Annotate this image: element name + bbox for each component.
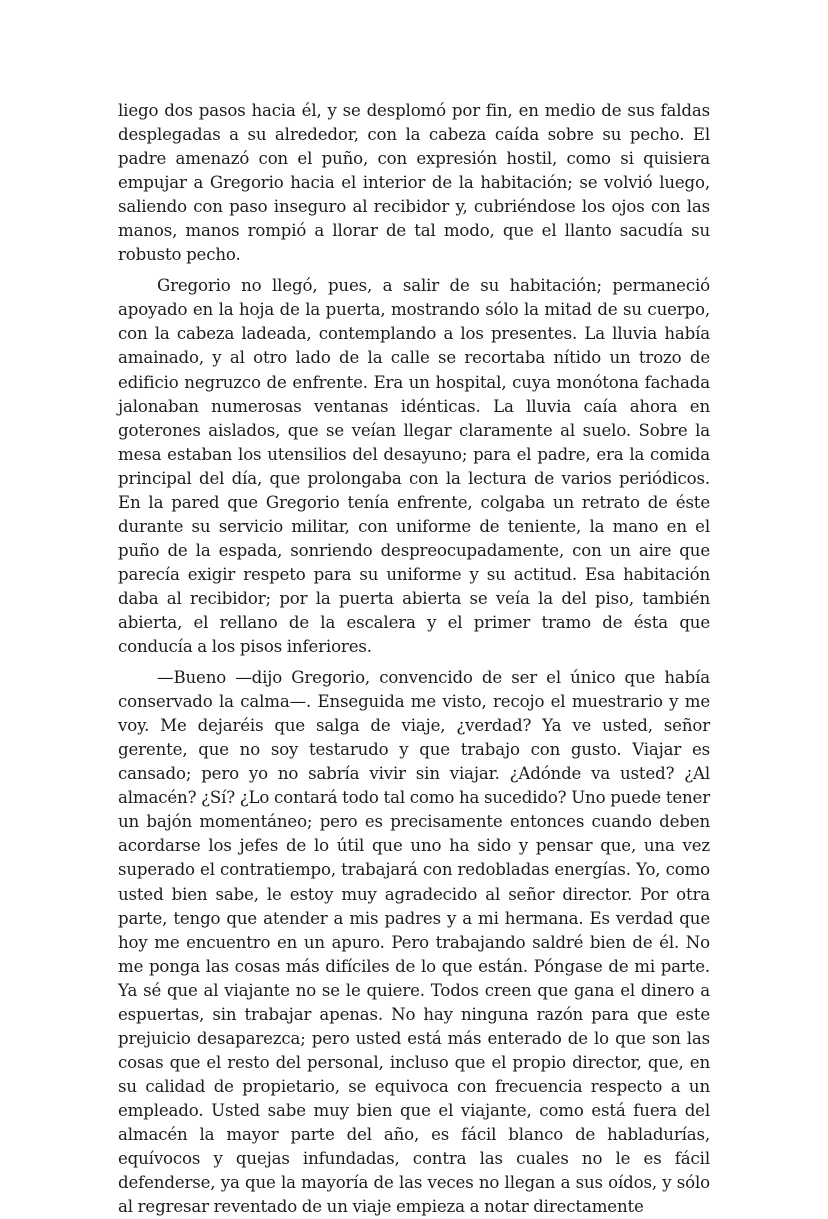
paragraph-gregorio-door: Gregorio no llegó, pues, a salir de su habitación; permaneció apoyado en la hoja de la puerta, mostrando sólo la mitad de su cuerpo, con la cabeza ladeada, contemplando a los presentes. La lluvia había amainado, y al otro lado de la calle se recortaba nítido un trozo de edificio negruzco de enfrente. Era un hospital, cuya monótona fachada jalonaban numerosas ventanas idénticas. La lluvia caía ahora en goterones aislados, que se veían llegar claramente al suelo. Sobre la mesa estaban los utensilios del desayuno; para el padre, era la comida principal del día, que prolongaba con la lectura de varios periódicos. En la pared que Gregorio tenía enfrente, colgaba un retrato de éste durante su servicio militar, con uniforme de teniente, la mano en el puño de la espada, sonriendo despreocupadamente, con un aire que parecía exigir respeto para su uniforme y su actitud. Esa habitación daba al recibidor; por la puerta abierta se veía la del piso, también abierta, el rellano de la escalera y el primer tramo de ésta que conducía a los pisos inferiores. xyxy=(118,276,710,657)
paragraph-continuation: liego dos pasos hacia él, y se desplomó por fin, en medio de sus faldas desplegadas a su alrededor, con la cabeza caída sobre su pecho. El padre amenazó con el puño, con expresión hostil, como si quisiera empujar a Gregorio hacia el interior de la habitación; se volvió luego, saliendo con paso inseguro al recibidor y, cubriéndose los ojos con las manos, manos rompió a llorar de tal modo, que el llanto sacudía su robusto pecho. xyxy=(118,101,710,265)
paragraph-dialogue: —Bueno —dijo Gregorio, convencido de ser el único que había conservado la calma—. Enseguida me visto, recojo el muestrario y me voy. Me dejaréis que salga de viaje, ¿verdad? Ya ve usted, señor gerente, que no soy testarudo y que trabajo con gusto. Viajar es cansado; pero yo no sabría vivir sin viajar. ¿Adónde va usted? ¿Al almacén? ¿Sí? ¿Lo contará todo tal como ha sucedido? Uno puede tener un bajón momentáneo; pero es precisamente entonces cuando deben acordarse los jefes de lo útil que uno ha sido y pensar que, una vez superado el contratiempo, trabajará con redobladas energías. Yo, como usted bien sabe, le estoy muy agradecido al señor director. Por otra parte, tengo que atender a mis padres y a mi hermana. Es verdad que hoy me encuentro en un apuro. Pero trabajando saldré bien de él. No me ponga las cosas más difíciles de lo que están. Póngase de mi parte. Ya sé que al viajante no se le quiere. Todos creen que gana el dinero a espuertas, sin trabajar apenas. No hay ninguna razón para que este prejuicio desaparezca; pero usted está más enterado de lo que son las cosas que el resto del personal, incluso que el propio director, que, en su calidad de propietario, se equivoca con frecuencia respecto a un empleado. Usted sabe muy bien que el viajante, como está fuera del almacén la mayor parte del año, es fácil blanco de habladurías, equívocos y quejas infundadas, contra las cuales no le es fácil defenderse, ya que la mayoría de las veces no llegan a sus oídos, y sólo al regresar reventado de un viaje empieza a notar directamente xyxy=(118,668,710,1217)
body-text xyxy=(118,99,710,1219)
